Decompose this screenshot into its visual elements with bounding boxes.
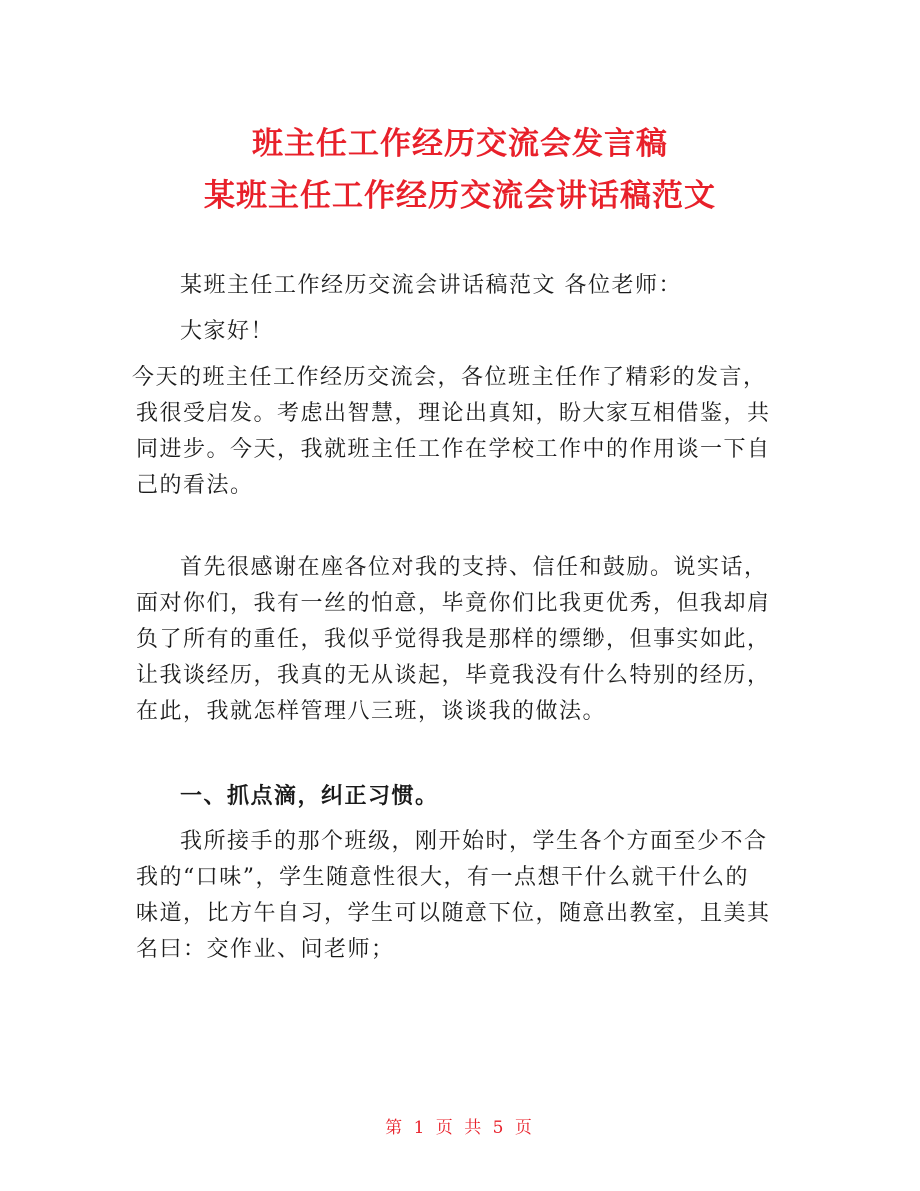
paragraph-line: 味道，比方午自习，学生可以随意下位，随意出教室，且美其: [136, 901, 771, 926]
paragraph-line: 同进步。今天，我就班主任工作在学校工作中的作用谈一下自: [136, 437, 771, 462]
paragraph-line: 面对你们，我有一丝的怕意，毕竟你们比我更优秀，但我却肩: [136, 591, 771, 616]
paragraph-line: 己的看法。: [136, 473, 254, 498]
paragraph-today: [132, 360, 786, 504]
paragraph-line: 负了所有的重任，我似乎觉得我是那样的缥缈，但事实如此，: [136, 627, 771, 652]
paragraph-line: 在此，我就怎样管理八三班，谈谈我的做法。: [136, 699, 607, 724]
paragraph-class: [136, 824, 786, 968]
page-indicator: 第 1 页 共 5 页: [385, 1118, 535, 1138]
hello-line: 大家好！: [180, 319, 275, 344]
greeting-paragraph: [136, 268, 786, 304]
paragraph-line: 我的“口味”，学生随意性很大，有一点想干什么就干什么的: [136, 865, 749, 890]
paragraph-first: [136, 550, 786, 730]
paragraph-line: 名曰：交作业、问老师；: [136, 937, 395, 962]
paragraph-line: 我很受启发。考虑出智慧，理论出真知，盼大家互相借鉴，共: [136, 401, 771, 426]
paragraph-line: 首先很感谢在座各位对我的支持、信任和鼓励。说实话，: [180, 555, 768, 580]
paragraph-line: 让我谈经历，我真的无从谈起，毕竟我没有什么特别的经历，: [136, 663, 771, 688]
section-1-heading-block: [136, 778, 786, 814]
greeting-line: 某班主任工作经历交流会讲话稿范文 各位老师：: [180, 273, 682, 298]
section-heading: 一、抓点滴，纠正习惯。: [180, 783, 439, 809]
hello-paragraph: [136, 314, 786, 350]
document-title-line-2: 某班主任工作经历交流会讲话稿范文: [204, 178, 716, 214]
paragraph-line: 我所接手的那个班级，刚开始时，学生各个方面至少不合: [180, 829, 768, 854]
paragraph-line: 今天的班主任工作经历交流会，各位班主任作了精彩的发言，: [132, 365, 767, 390]
document-title-line-1: 班主任工作经历交流会发言稿: [252, 126, 668, 162]
